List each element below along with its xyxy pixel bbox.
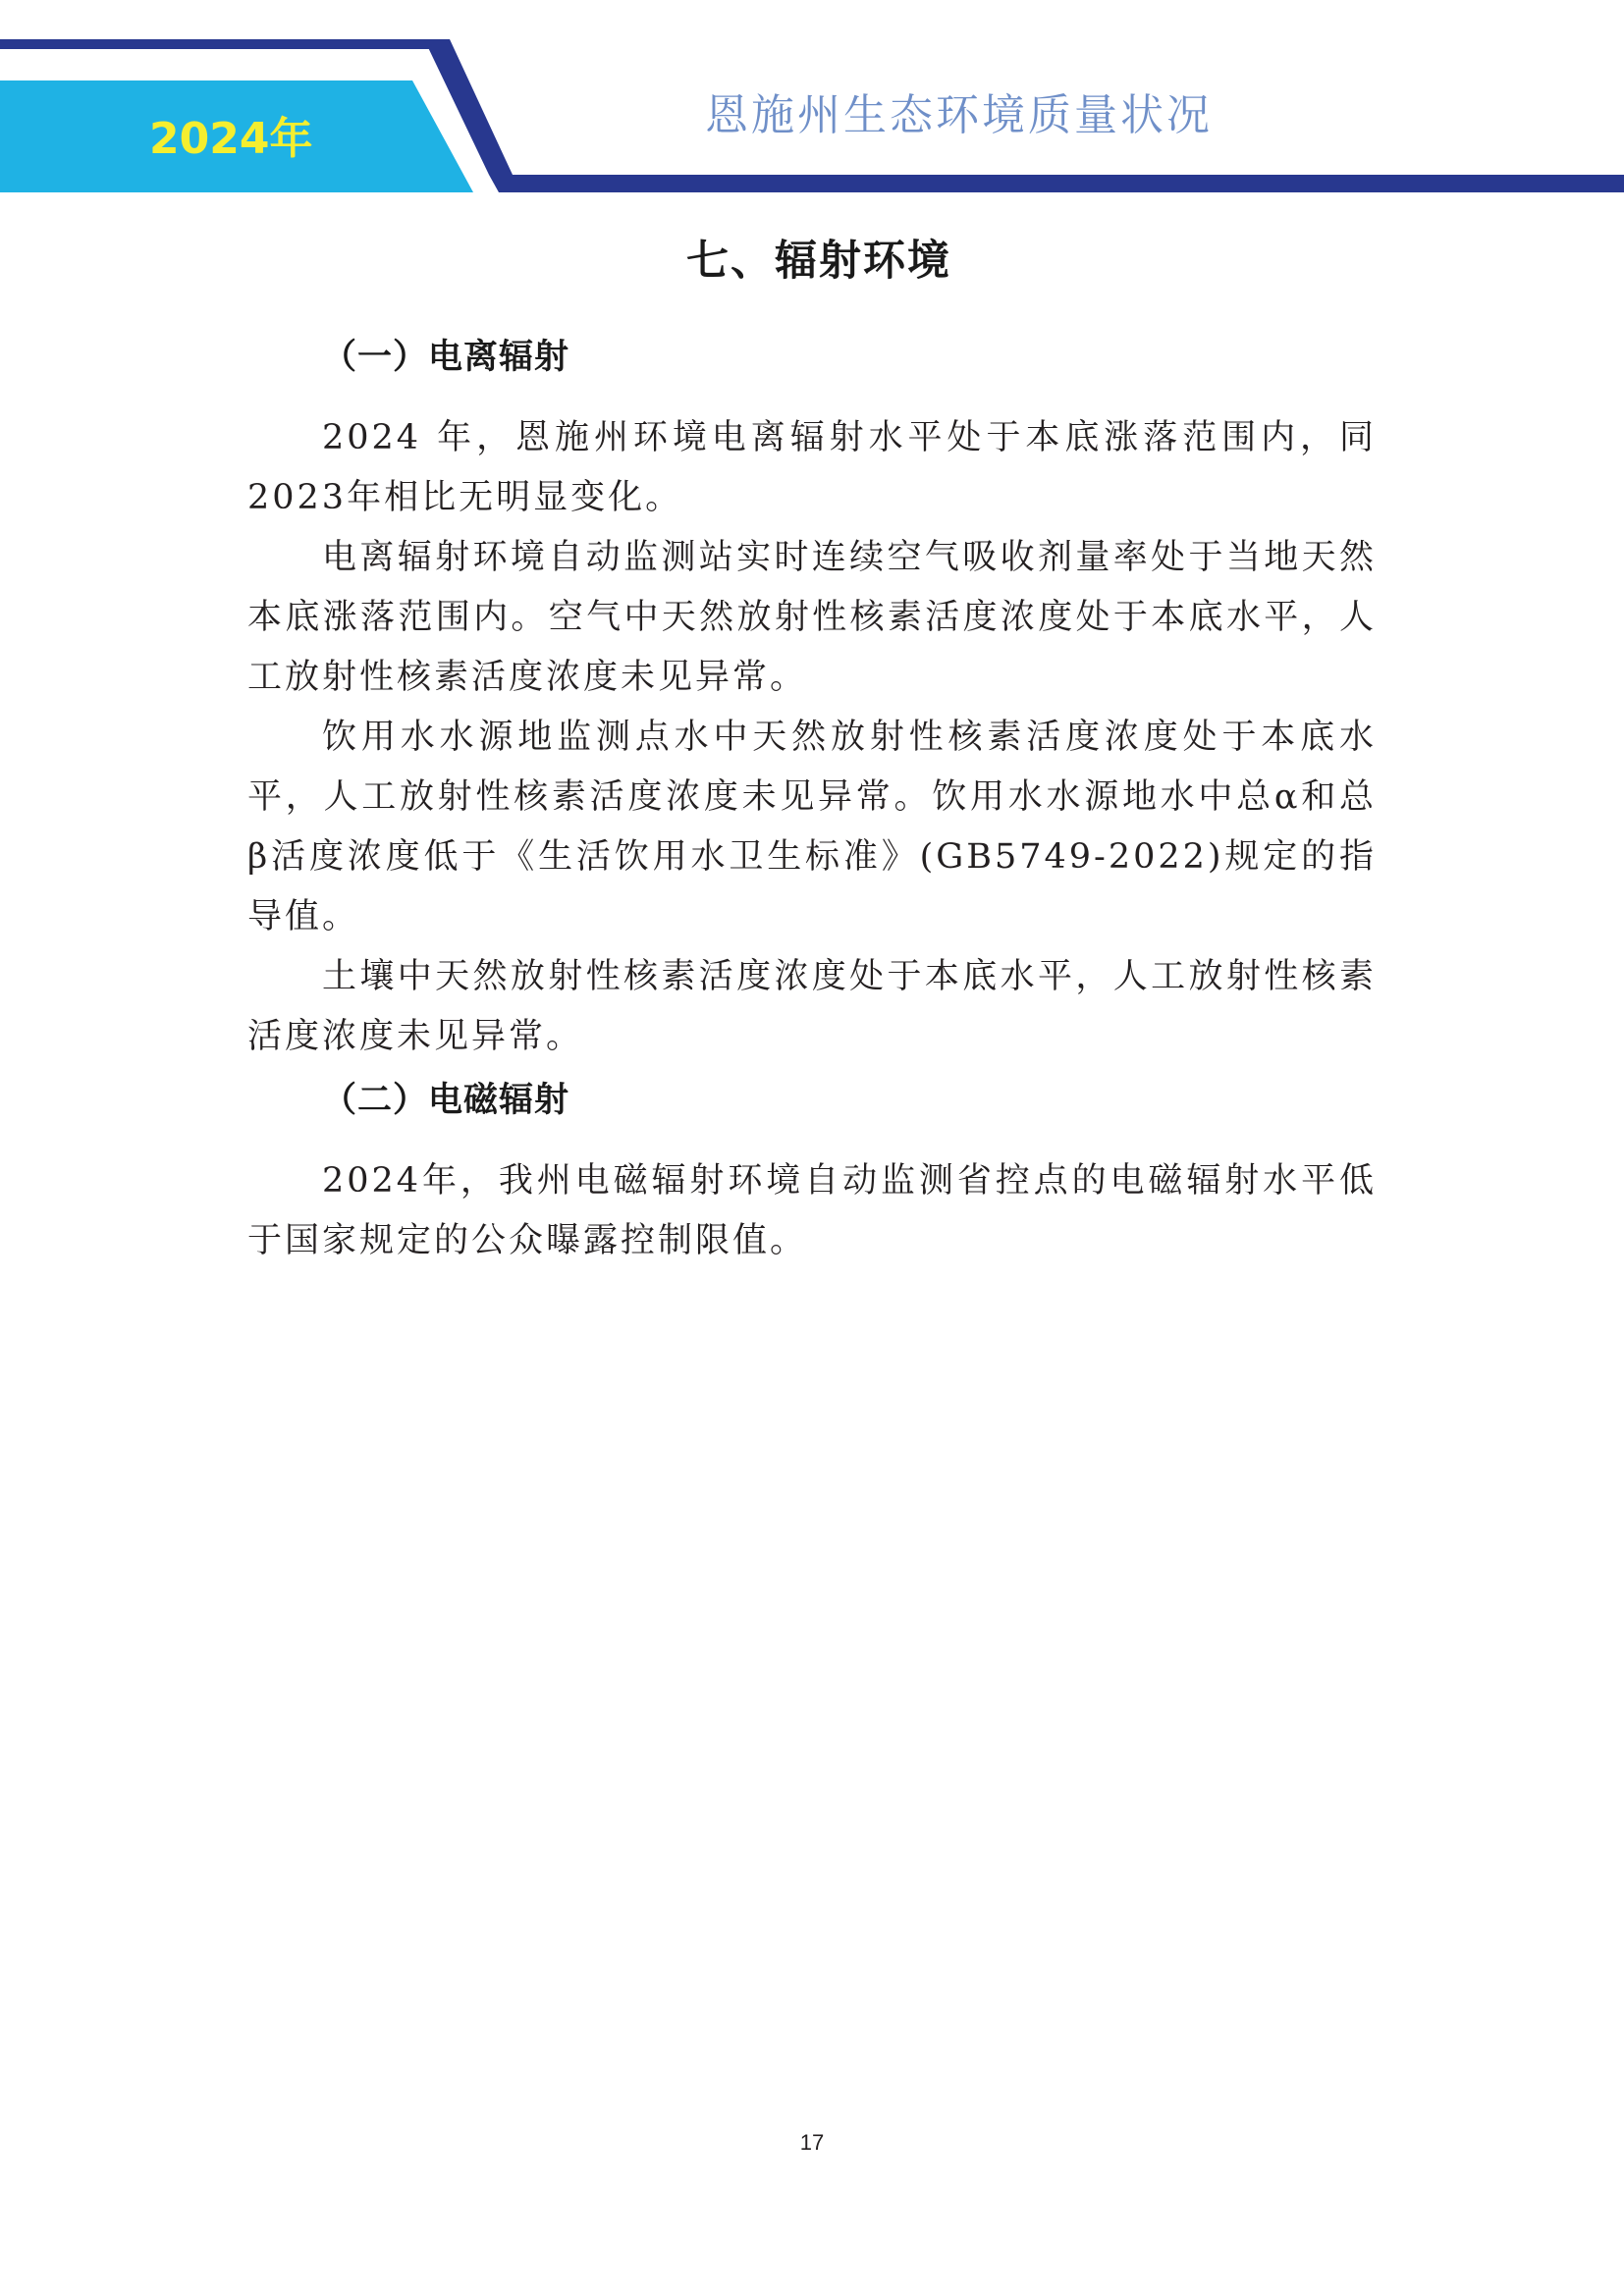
section-heading-electromagnetic: （二）电磁辐射 (322, 1081, 570, 1120)
page-number: 17 (799, 2130, 825, 2155)
paragraph: 电离辐射环境自动监测站实时连续空气吸收剂量率处于当地天然本底涨落范围内。空气中天然放射性核素活度浓度处于本底水平，人工放射性核素活度浓度未见异常。 (247, 538, 1377, 697)
paragraph: 2024 年，恩施州环境电离辐射水平处于本底涨落范围内，同2023年相比无明显变化。 (247, 418, 1377, 517)
year-badge: 2024年 (149, 114, 313, 164)
page-header (0, 0, 1624, 201)
paragraph: 土壤中天然放射性核素活度浓度处于本底水平，人工放射性核素活度浓度未见异常。 (247, 957, 1377, 1056)
paragraph: 2024年，我州电磁辐射环境自动监测省控点的电磁辐射水平低于国家规定的公众曝露控制限值。 (247, 1161, 1377, 1260)
paragraph: 饮用水水源地监测点水中天然放射性核素活度浓度处于本底水平，人工放射性核素活度浓度未见异常。饮用水水源地水中总α和总β活度浓度低于《生活饮用水卫生标准》(GB5749-2022)规定的指导值。 (247, 718, 1377, 936)
header-top-navy-line (0, 39, 440, 49)
section-heading-ionizing: （一）电离辐射 (322, 338, 570, 377)
header-navy-band (489, 175, 1624, 192)
chapter-title: 七、辐射环境 (686, 237, 951, 286)
document-body (247, 328, 1377, 1271)
report-title: 恩施州生态环境质量状况 (705, 90, 1213, 140)
